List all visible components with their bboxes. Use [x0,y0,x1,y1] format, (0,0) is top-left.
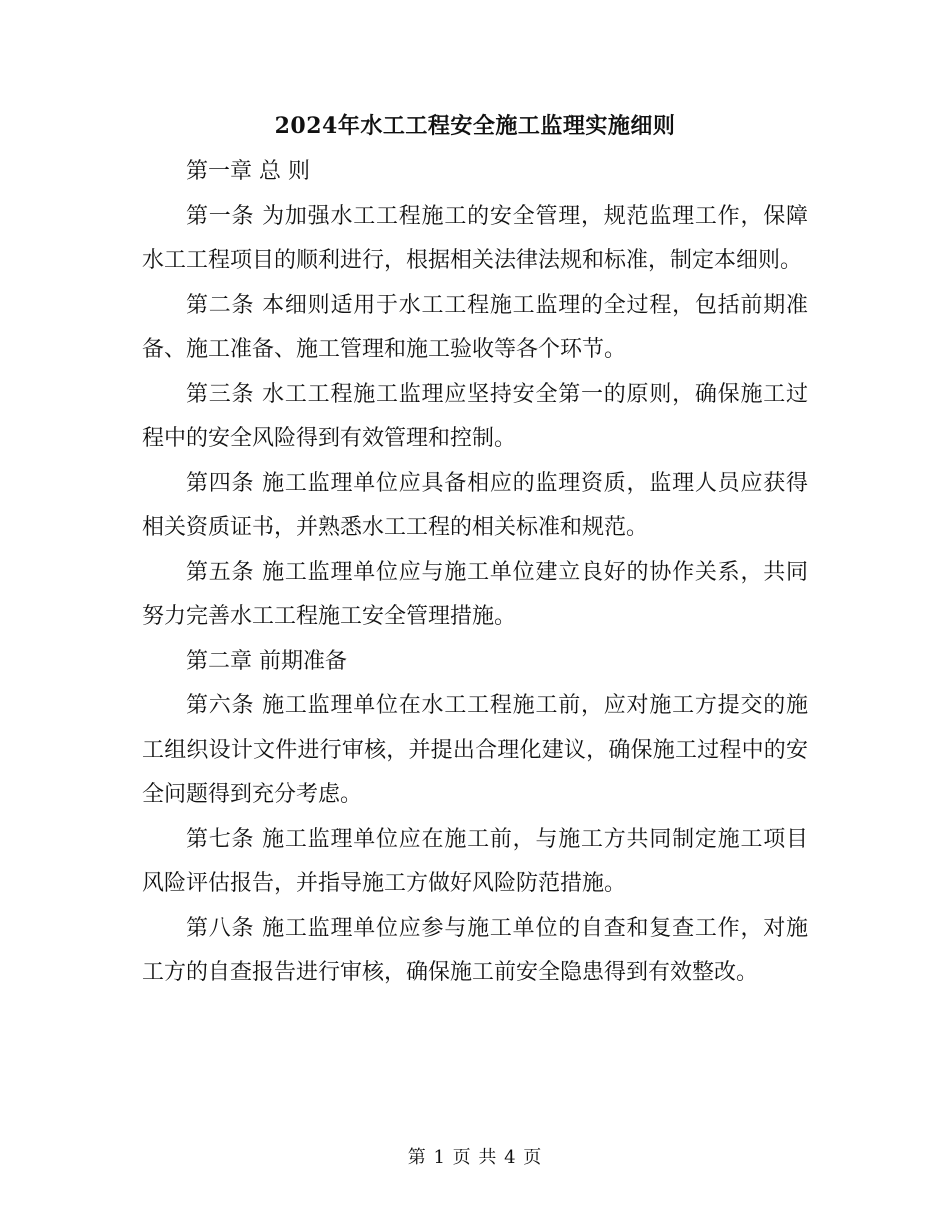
article-1: 第一条 为加强水工工程施工的安全管理，规范监理工作，保障水工工程项目的顺利进行，根据相关法律法规和标准，制定本细则。 [142,203,808,273]
article-3: 第三条 水工工程施工监理应坚持安全第一的原则，确保施工过程中的安全风险得到有效管理和控制。 [142,381,808,451]
article-2: 第二条 本细则适用于水工工程施工监理的全过程，包括前期准备、施工准备、施工管理和施工验收等各个环节。 [142,292,808,362]
page-number-footer: 第 1 页 共 4 页 [407,1147,543,1168]
chapter-1-heading: 第一章 总 则 [186,159,310,184]
document-title: 2024年水工工程安全施工监理实施细则 [274,113,676,139]
article-6: 第六条 施工监理单位在水工工程施工前，应对施工方提交的施工组织设计文件进行审核，并提出合理化建议，确保施工过程中的安全问题得到充分考虑。 [142,693,808,807]
article-5: 第五条 施工监理单位应与施工单位建立良好的协作关系，共同努力完善水工工程施工安全管理措施。 [142,559,808,629]
article-4: 第四条 施工监理单位应具备相应的监理资质，监理人员应获得相关资质证书，并熟悉水工工程的相关标准和规范。 [142,470,808,540]
article-8: 第八条 施工监理单位应参与施工单位的自查和复查工作，对施工方的自查报告进行审核，确保施工前安全隐患得到有效整改。 [142,915,808,985]
chapter-2-heading: 第二章 前期准备 [186,648,347,674]
document-body [142,104,808,996]
article-7: 第七条 施工监理单位应在施工前，与施工方共同制定施工项目风险评估报告，并指导施工方做好风险防范措施。 [142,826,808,896]
